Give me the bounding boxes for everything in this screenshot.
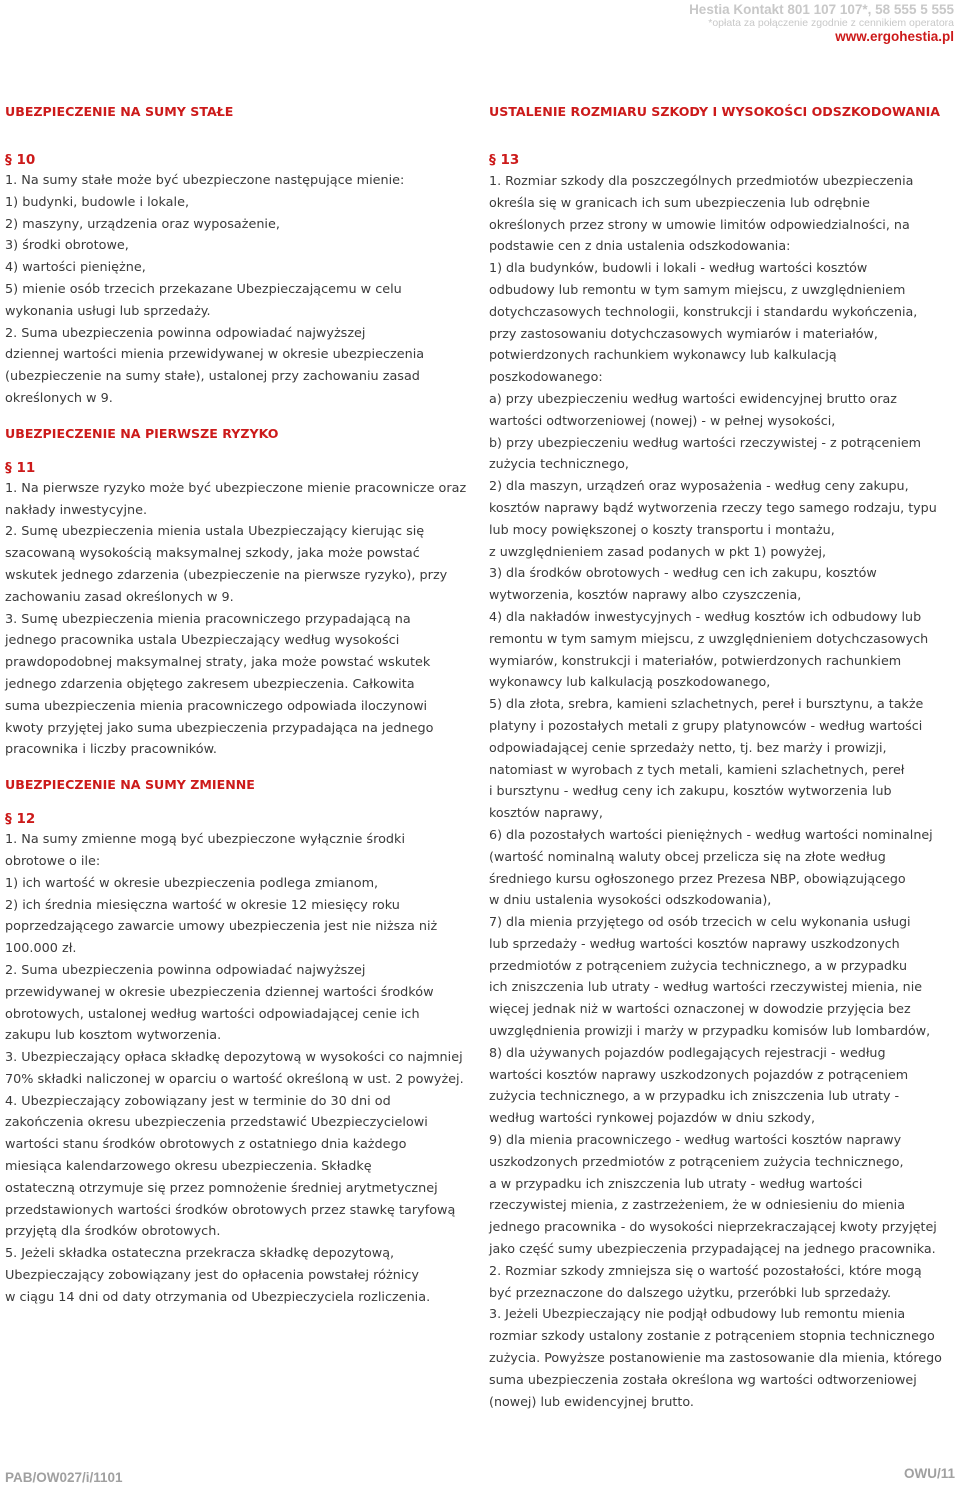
text-line: wytworzenia, kosztów naprawy albo czyszczenia,	[489, 587, 802, 603]
hestia-contact-line: Hestia Kontakt 801 107 107*, 58 555 5 555	[689, 2, 954, 17]
text-line: dotychczasowych technologii, konstrukcji i standardu wykończenia,	[489, 303, 918, 319]
section-10-number: § 10	[5, 152, 36, 168]
text-line: suma ubezpieczenia mienia pracowniczego odpowiada iloczynowi	[5, 698, 428, 714]
text-line: być przeznaczone do dalszego użytku, przeróbki lub sprzedaży.	[489, 1284, 892, 1300]
text-line: 3) dla środków obrotowych - według cen ich zakupu, kosztów	[489, 565, 877, 581]
text-line: 5) mienie osób trzecich przekazane Ubezpieczającemu w celu	[5, 281, 402, 297]
text-line: poprzedzającego zawarcie umowy ubezpieczenia jest nie niższa niż	[5, 919, 438, 935]
text-line: kosztów naprawy,	[489, 805, 603, 821]
text-line: zakończenia okresu ubezpieczenia przedstawić Ubezpieczycielowi	[5, 1115, 428, 1131]
text-line: 4) dla nakładów inwestycyjnych - według kosztów ich odbudowy lub	[489, 608, 922, 624]
section-12-number: § 12	[5, 811, 36, 828]
text-line: 5. Jeżeli składka ostateczna przekracza składkę depozytową,	[5, 1246, 395, 1262]
text-line: lub sprzedaży - według wartości kosztów naprawy uszkodzonych	[489, 935, 900, 951]
text-line: jednego zdarzenia objętego zakresem ubezpieczenia. Całkowita	[5, 676, 415, 692]
section-10-text	[5, 170, 473, 410]
text-line: pracownika i liczby pracowników.	[5, 742, 217, 758]
call-cost-note: *opłata za połączenie zgodnie z cennikiem operatora	[708, 17, 954, 29]
text-line: suma ubezpieczenia została określona wg wartości odtworzeniowej	[489, 1371, 917, 1387]
text-line: odbudowy lub remontu w tym samym miejscu, z uwzględnieniem	[489, 281, 906, 297]
text-line: jako część sumy ubezpieczenia przypadającej na jednego pracownika.	[489, 1241, 936, 1257]
section-11-text	[5, 478, 473, 761]
text-line: określonych przez strony w umowie limitów odpowiedzialności, na	[489, 216, 910, 232]
text-line: wartości odtworzeniowej (nowej) - w pełnej wysokości,	[489, 412, 836, 428]
text-line: (nowej) lub ewidencyjnej brutto.	[489, 1393, 694, 1409]
text-line: 2) dla maszyn, urządzeń oraz wyposażenia - według ceny zakupu,	[489, 478, 909, 494]
text-line: przedstawionych wartości środków obrotowych przez stawkę taryfową	[5, 1202, 456, 1218]
heading-first-risk: UBEZPIECZENIE NA PIERWSZE RYZYKO	[5, 425, 279, 441]
text-line: kwoty przyjętej jako suma ubezpieczenia przypadająca na jednego	[5, 720, 434, 736]
text-line: 4) wartości pieniężne,	[5, 260, 146, 276]
text-line: 100.000 zł.	[5, 941, 77, 957]
text-line: 4. Ubezpieczający zobowiązany jest w terminie do 30 dni od	[5, 1093, 391, 1109]
text-line: odpowiadającej cenie sprzedaży netto, tj. bez marży i prowizji,	[489, 739, 887, 755]
text-line: podstawie cen z dnia ustalenia odszkodowania:	[489, 238, 791, 254]
text-line: określa się w granicach ich sum ubezpieczenia lub odrębnie	[489, 194, 870, 210]
text-line: jednego pracownika - do wysokości nieprzekraczającej kwoty przyjętej	[489, 1219, 937, 1235]
text-line: uszkodzonych przedmiotów z potrąceniem zużycia technicznego,	[489, 1153, 904, 1169]
text-line: zużycia. Powyższe postanowienie ma zastosowanie dla mienia, którego	[489, 1350, 942, 1366]
section-13-number: § 13	[489, 152, 520, 168]
text-line: prawdopodobnej maksymalnej straty, jaka może powstać wskutek	[5, 655, 431, 671]
text-line: zużycia technicznego, a w przypadku ich zniszczenia lub utraty -	[489, 1088, 900, 1104]
text-line: wartości kosztów naprawy uszkodzonych pojazdów z potrąceniem	[489, 1066, 909, 1082]
text-line: 2) maszyny, urządzenia oraz wyposażenie,	[5, 216, 280, 232]
text-line: przyjętą dla środków obrotowych.	[5, 1224, 221, 1240]
text-line: ostateczną otrzymuje się przez pomnożenie średniej arytmetycznej	[5, 1180, 438, 1196]
text-line: przewidywanej w okresie ubezpieczenia dziennej wartości środków	[5, 984, 434, 1000]
text-line: 1. Na pierwsze ryzyko może być ubezpieczone mienie pracownicze oraz	[5, 480, 467, 496]
text-line: 3) środki obrotowe,	[5, 238, 129, 254]
text-line: poszkodowanego:	[489, 369, 603, 385]
website-link[interactable]: www.ergohestia.pl	[835, 29, 954, 44]
text-line: obrotowe o ile:	[5, 853, 101, 869]
owu-page-label: OWU/11	[903, 1466, 955, 1481]
text-line: wskutek jednego zdarzenia (ubezpieczenie na pierwsze ryzyko), przy	[5, 567, 448, 583]
text-line: według wartości rynkowej pojazdów w dniu szkody,	[489, 1110, 816, 1126]
text-line: jednego pracownika ustala Ubezpieczający według wysokości	[5, 633, 400, 649]
text-line: z uwzględnieniem zasad podanych w pkt 1) powyżej,	[489, 543, 827, 559]
text-line: zakupu lub kosztom wytworzenia.	[5, 1028, 222, 1044]
document-code: PAB/OW027/i/1101	[5, 1470, 123, 1485]
text-line: 3. Sumę ubezpieczenia mienia pracowniczego przypadającą na	[5, 611, 411, 627]
text-line: kosztów naprawy bądź wytworzenia rzeczy tego samego rodzaju, typu	[489, 499, 937, 515]
heading-damage-assessment: USTALENIE ROZMIARU SZKODY I WYSOKOŚCI ODSZKODOWANIA	[489, 104, 941, 119]
text-line: w ciągu 14 dni od daty otrzymania od Ubezpieczyciela rozliczenia.	[5, 1289, 431, 1305]
right-column	[489, 102, 955, 1412]
text-line: przy zastosowaniu dotychczasowych wymiarów i materiałów,	[489, 325, 878, 341]
text-line: wartości stanu środków obrotowych z ostatniego dnia każdego	[5, 1137, 407, 1153]
text-line: wymiarów, konstrukcji i materiałów, potwierdzonych rachunkiem	[489, 652, 902, 668]
text-line: 1. Na sumy zmienne mogą być ubezpieczone wyłącznie środki	[5, 832, 405, 848]
text-line: lub mocy powiększonej o koszty transportu i montażu,	[489, 521, 835, 537]
text-line: przedmiotów z potrąceniem zużycia technicznego, a w przypadku	[489, 957, 908, 973]
section-11-number: § 11	[5, 459, 36, 476]
text-line: dziennej wartości mienia przewidywanej w okresie ubezpieczenia	[5, 347, 425, 363]
text-line: 2. Suma ubezpieczenia powinna odpowiadać najwyższej	[5, 325, 366, 341]
text-line: określonych w 9.	[5, 390, 113, 406]
text-line: wykonawcy lub kalkulacją poszkodowanego,	[489, 674, 771, 690]
text-line: platyny i pozostałych metali z grupy platynowców - według wartości	[489, 717, 923, 733]
text-line: 9) dla mienia pracowniczego - według wartości kosztów naprawy	[489, 1132, 902, 1148]
text-line: 2. Rozmiar szkody zmniejsza się o wartość pozostałości, które mogą	[489, 1262, 922, 1278]
text-line: 2. Suma ubezpieczenia powinna odpowiadać najwyższej	[5, 962, 366, 978]
text-line: 1) ich wartość w okresie ubezpieczenia podlega zmianom,	[5, 875, 379, 891]
text-line: miesiąca kalendarzowego okresu ubezpieczenia. Składkę	[5, 1159, 372, 1175]
text-line: i bursztynu - według ceny ich zakupu, kosztów wytworzenia lub	[489, 783, 892, 799]
text-line: wykonania usługi lub sprzedaży.	[5, 303, 211, 319]
text-line: 3. Jeżeli Ubezpieczający nie podjął odbudowy lub remontu mienia	[489, 1306, 906, 1322]
text-line: szacowaną wysokością maksymalnej szkody, jaka może powstać	[5, 546, 420, 562]
text-line: 2. Sumę ubezpieczenia mienia ustala Ubezpieczający kierując się	[5, 524, 425, 540]
text-line: 70% składki naliczonej w oparciu o wartość określoną w ust. 2 powyżej.	[5, 1071, 464, 1087]
text-line: (wartość nominalną waluty obcej przelicza się na złote według	[489, 848, 886, 864]
text-line: 1) dla budynków, budowli i lokali - według wartości kosztów	[489, 260, 868, 276]
text-line: 3. Ubezpieczający opłaca składkę depozytową w wysokości co najmniej	[5, 1050, 463, 1066]
text-line: 8) dla używanych pojazdów podlegających rejestracji - według	[489, 1044, 886, 1060]
text-line: 1. Rozmiar szkody dla poszczególnych przedmiotów ubezpieczenia	[489, 173, 914, 188]
text-line: b) przy ubezpieczeniu według wartości rzeczywistej - z potrąceniem	[489, 434, 922, 450]
text-line: 1. Na sumy stałe może być ubezpieczone następujące mienie:	[5, 173, 405, 188]
text-line: zachowaniu zasad określonych w 9.	[5, 589, 234, 605]
contact-header	[689, 0, 954, 45]
text-line: nakłady inwestycyjne.	[5, 502, 148, 518]
text-line: w dniu ustalenia wysokości odszkodowania),	[489, 892, 772, 908]
text-line: 1) budynki, budowle i lokale,	[5, 194, 190, 210]
text-line: zużycia technicznego,	[489, 456, 629, 472]
text-line: natomiast w wyrobach z tych metali, kamieni szlachetnych, pereł	[489, 761, 905, 777]
heading-variable-sums: UBEZPIECZENIE NA SUMY ZMIENNE	[5, 777, 255, 793]
text-line: 7) dla mienia przyjętego od osób trzecich w celu wykonania usługi	[489, 914, 911, 930]
section-13-text	[489, 170, 955, 1412]
text-line: średniego kursu ogłoszonego przez Prezesa NBP, obowiązującego	[489, 870, 906, 886]
text-line: 5) dla złota, srebra, kamieni szlachetnych, pereł i bursztynu, a także	[489, 696, 924, 712]
text-line: rzeczywistej mienia, z zastrzeżeniem, że w odniesieniu do mienia	[489, 1197, 905, 1213]
heading-fixed-sums: UBEZPIECZENIE NA SUMY STAŁE	[5, 104, 234, 119]
text-line: ich zniszczenia lub utraty - według wartości rzeczywistej mienia, nie	[489, 979, 923, 995]
text-line: a w przypadku ich zniszczenia lub utraty - według wartości	[489, 1175, 863, 1191]
text-line: Ubezpieczający zobowiązany jest do opłacenia powstałej różnicy	[5, 1268, 419, 1284]
text-line: więcej jednak niż w wartości oznaczonej w dowodzie przyjęcia bez	[489, 1001, 911, 1017]
text-line: uwzględnienia prowizji i marży w przypadku komisów lub lombardów,	[489, 1023, 931, 1039]
text-line: rozmiar szkody ustalony zostanie z potrąceniem stopnia technicznego	[489, 1328, 935, 1344]
text-line: 6) dla pozostałych wartości pieniężnych - według wartości nominalnej	[489, 826, 933, 842]
text-line: (ubezpieczenie na sumy stałe), ustalonej przy zachowaniu zasad	[5, 369, 420, 385]
left-column	[5, 102, 473, 1309]
text-line: potwierdzonych rachunkiem wykonawcy lub kalkulacją	[489, 347, 837, 363]
text-line: 2) ich średnia miesięczna wartość w okresie 12 miesięcy roku	[5, 897, 400, 913]
section-12-text	[5, 829, 473, 1309]
text-line: remontu w tym samym miejscu, z uwzględnieniem dotychczasowych	[489, 630, 929, 646]
text-line: a) przy ubezpieczeniu według wartości ewidencyjnej brutto oraz	[489, 390, 897, 406]
text-line: obrotowych, ustalonej według wartości odpowiadającej cenie ich	[5, 1006, 420, 1022]
